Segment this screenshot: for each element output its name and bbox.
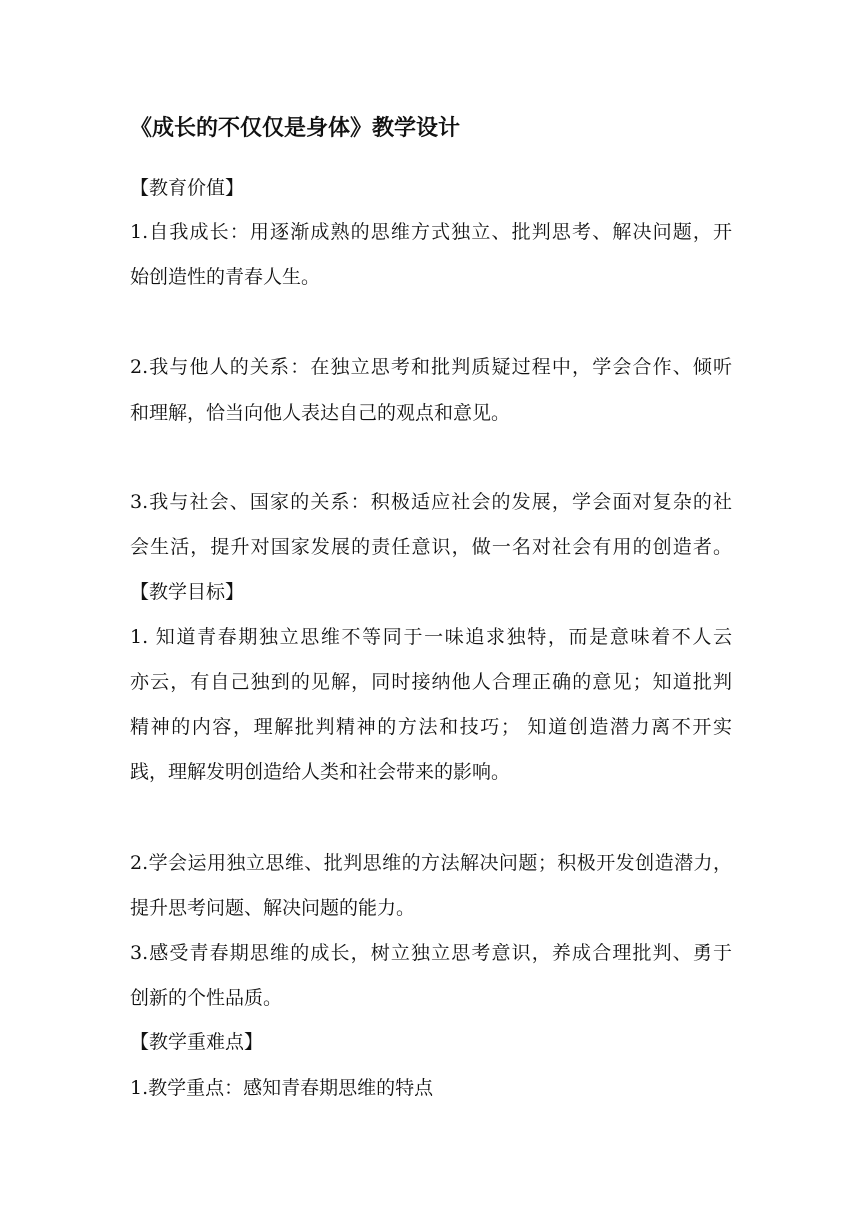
- paragraph-line: 1.教学重点：感知青春期思维的特点: [130, 1077, 434, 1099]
- paragraph-line: 3.我与社会、国家的关系：积极适应社会的发展，学会面对复杂的社: [130, 491, 732, 513]
- paragraph-line: 2.我与他人的关系：在独立思考和批判质疑过程中，学会合作、倾听: [130, 356, 732, 378]
- paragraph-line: 践，理解发明创造给人类和社会带来的影响。: [130, 761, 511, 783]
- paragraph-line: 和理解，恰当向他人表达自己的观点和意见。: [130, 402, 511, 424]
- paragraph-line: 2.学会运用独立思维、批判思维的方法解决问题；积极开发创造潜力，: [130, 852, 732, 874]
- paragraph-line: 精神的内容，理解批判精神的方法和技巧； 知道创造潜力离不开实: [130, 716, 732, 738]
- paragraph-line: 1. 知道青春期独立思维不等同于一味追求独特，而是意味着不人云: [130, 626, 732, 648]
- paragraph-line: 提升思考问题、解决问题的能力。: [130, 897, 416, 919]
- section-heading-education-value: 【教育价值】: [130, 177, 245, 199]
- paragraph-line: 3.感受青春期思维的成长，树立独立思考意识，养成合理批判、勇于: [130, 942, 732, 964]
- paragraph-line: 会生活，提升对国家发展的责任意识，做一名对社会有用的创造者。: [130, 536, 732, 558]
- paragraph-line: 始创造性的青春人生。: [130, 266, 321, 288]
- section-heading-key-difficult-points: 【教学重难点】: [130, 1031, 264, 1053]
- document-page: [130, 0, 732, 1216]
- paragraph-line: 亦云，有自己独到的见解，同时接纳他人合理正确的意见；知道批判: [130, 671, 732, 693]
- section-heading-teaching-goals: 【教学目标】: [130, 581, 245, 603]
- paragraph-line: 1.自我成长：用逐渐成熟的思维方式独立、批判思考、解决问题，开: [130, 221, 732, 243]
- paragraph-line: 创新的个性品质。: [130, 987, 283, 1009]
- document-title: 《成长的不仅仅是身体》教学设计: [130, 116, 461, 141]
